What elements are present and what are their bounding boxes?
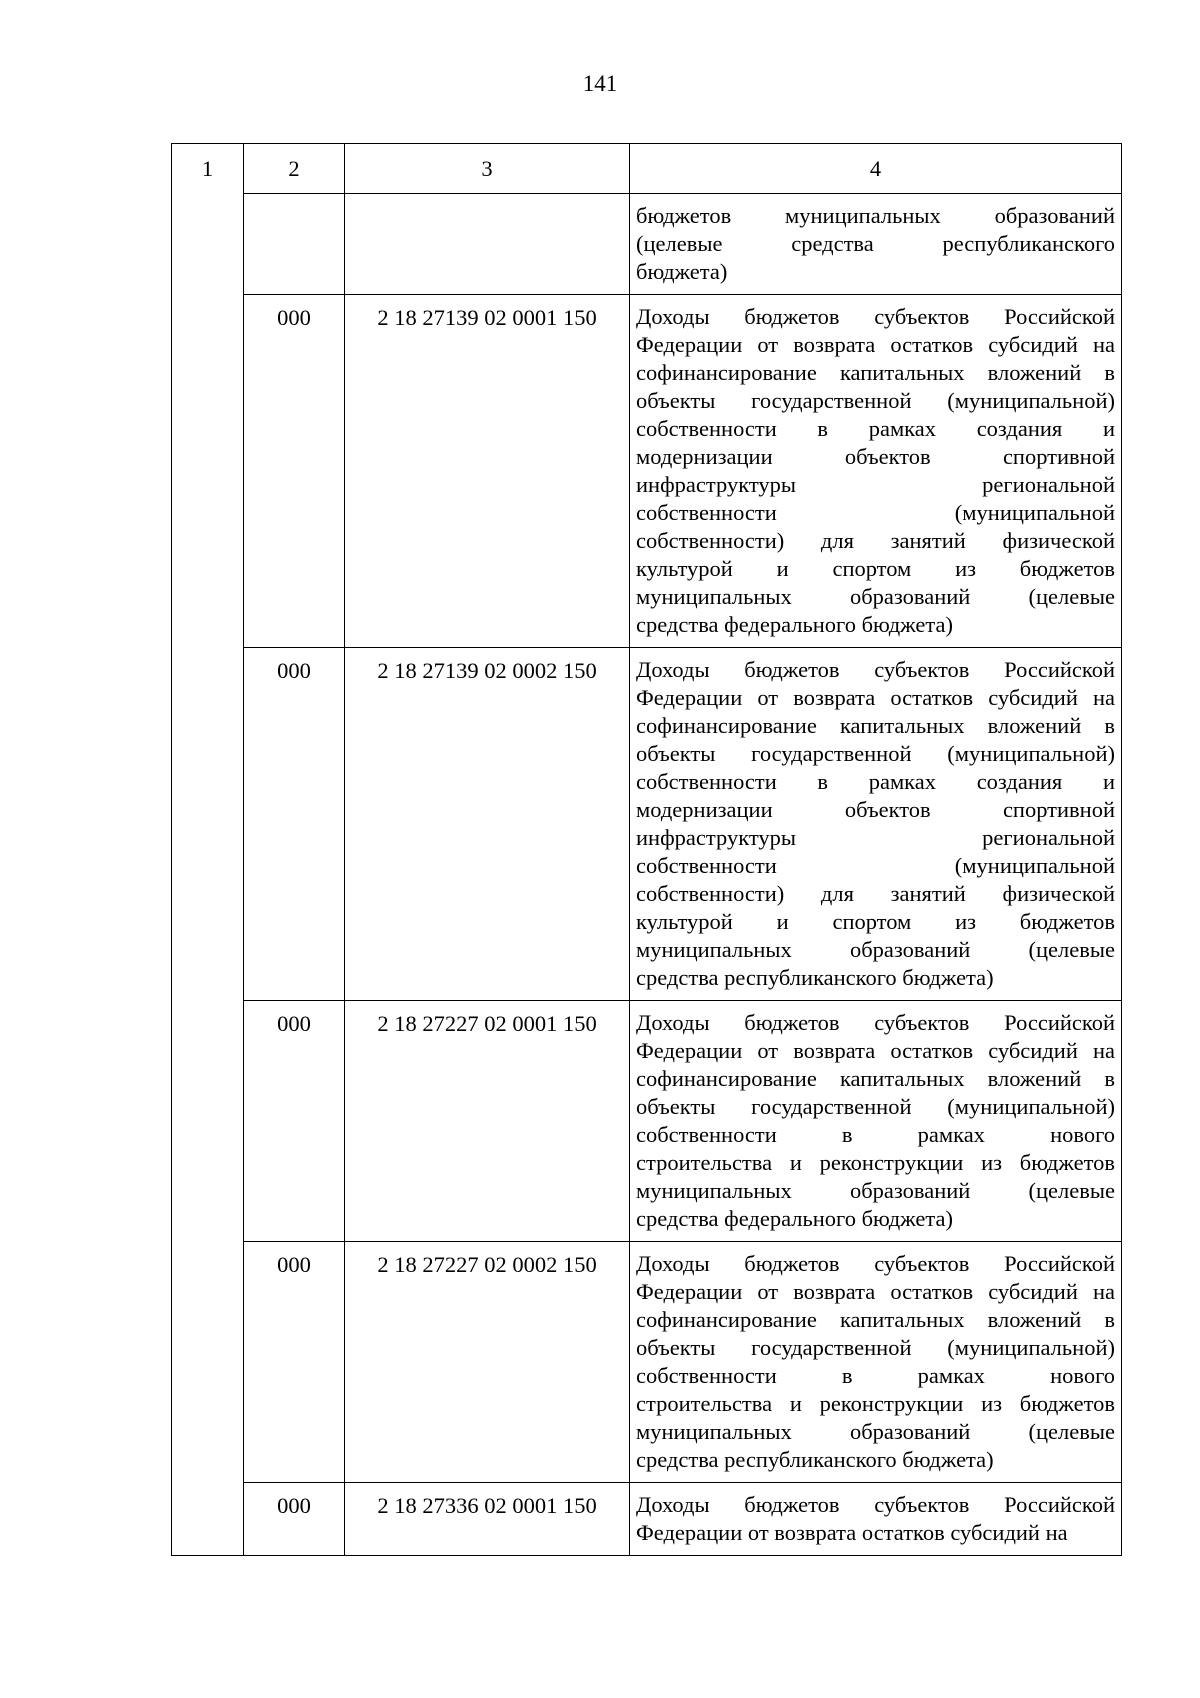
row-number-cell [172,194,244,295]
description-line: Доходы бюджетов субъектов Российской [636,657,1115,682]
description-line: культурой и спортом из бюджетов [636,909,1115,934]
description-line: софинансирование капитальных вложений в [636,1066,1115,1091]
description-cell [630,295,1122,648]
row-number-cell [172,295,244,648]
budget-code-cell: 2 18 27139 02 0001 150 [345,295,630,648]
description-line: культурой и спортом из бюджетов [636,556,1115,581]
row-number-cell [172,1001,244,1242]
description-line: собственности) для занятий физической [636,881,1115,906]
description-line: софинансирование капитальных вложений в [636,1307,1115,1332]
description-cell [630,648,1122,1001]
description-line: муниципальных образований (целевые [636,584,1115,609]
admin-code-cell: 000 [244,1242,345,1483]
row-number-cell [172,1242,244,1483]
description-cell [630,1001,1122,1242]
description-line: объекты государственной (муниципальной) [636,388,1115,413]
table-row [172,1242,1122,1483]
description-line: собственности в рамках нового [636,1363,1115,1388]
description-line: собственности (муниципальной [636,500,1115,525]
description-line: собственности в рамках создания и [636,769,1115,794]
table-header-row [172,144,1122,194]
budget-code-cell [345,194,630,295]
description-line: Доходы бюджетов субъектов Российской [636,1010,1115,1035]
description-line: бюджетов муниципальных образований [636,203,1115,228]
header-cell-1: 1 [172,144,244,194]
table-row [172,295,1122,648]
description-line: инфраструктуры региональной [636,825,1115,850]
description-line: средства федерального бюджета) [636,612,953,637]
description-line: объекты государственной (муниципальной) [636,741,1115,766]
description-line: Доходы бюджетов субъектов Российской [636,1251,1115,1276]
description-line: Федерации от возврата остатков субсидий на [636,1279,1115,1304]
description-line: собственности в рамках создания и [636,416,1115,441]
description-line: (целевые средства республиканского [636,231,1115,256]
row-number-cell [172,1483,244,1556]
description-line: строительства и реконструкции из бюджетов [636,1391,1115,1416]
description-line: муниципальных образований (целевые [636,1178,1115,1203]
description-line: Федерации от возврата остатков субсидий на [636,1520,1068,1545]
budget-code-cell: 2 18 27336 02 0001 150 [345,1483,630,1556]
description-line: объекты государственной (муниципальной) [636,1335,1115,1360]
admin-code-cell [244,194,345,295]
description-line: средства республиканского бюджета) [636,1447,994,1472]
page-number: 141 [582,71,618,96]
description-line: Доходы бюджетов субъектов Российской [636,1492,1115,1517]
description-line: модернизации объектов спортивной [636,797,1115,822]
description-line: объекты государственной (муниципальной) [636,1094,1115,1119]
budget-code-cell: 2 18 27227 02 0001 150 [345,1001,630,1242]
description-line: Федерации от возврата остатков субсидий на [636,685,1115,710]
description-line: строительства и реконструкции из бюджетов [636,1150,1115,1175]
admin-code-cell: 000 [244,1001,345,1242]
budget-code-cell: 2 18 27139 02 0002 150 [345,648,630,1001]
table-row [172,1483,1122,1556]
description-cell [630,1242,1122,1483]
header-cell-3: 3 [345,144,630,194]
description-line: собственности) для занятий физической [636,528,1115,553]
description-line: средства федерального бюджета) [636,1206,953,1231]
header-cell-2: 2 [244,144,345,194]
description-cell [630,194,1122,295]
admin-code-cell: 000 [244,648,345,1001]
description-line: муниципальных образований (целевые [636,1419,1115,1444]
description-line: софинансирование капитальных вложений в [636,713,1115,738]
description-line: средства республиканского бюджета) [636,965,994,990]
table-row [172,194,1122,295]
description-line: Федерации от возврата остатков субсидий на [636,1038,1115,1063]
description-line: собственности (муниципальной [636,853,1115,878]
header-cell-4: 4 [630,144,1122,194]
description-line: модернизации объектов спортивной [636,444,1115,469]
description-line: Доходы бюджетов субъектов Российской [636,304,1115,329]
row-number-cell [172,648,244,1001]
description-cell [630,1483,1122,1556]
table-row [172,648,1122,1001]
table-row [172,1001,1122,1242]
description-line: бюджета) [636,259,728,284]
admin-code-cell: 000 [244,1483,345,1556]
description-line: муниципальных образований (целевые [636,937,1115,962]
table-body [172,144,1122,1556]
budget-classification-table [171,143,1122,1556]
description-line: собственности в рамках нового [636,1122,1115,1147]
description-line: Федерации от возврата остатков субсидий на [636,332,1115,357]
description-line: софинансирование капитальных вложений в [636,360,1115,385]
budget-code-cell: 2 18 27227 02 0002 150 [345,1242,630,1483]
admin-code-cell: 000 [244,295,345,648]
description-line: инфраструктуры региональной [636,472,1115,497]
